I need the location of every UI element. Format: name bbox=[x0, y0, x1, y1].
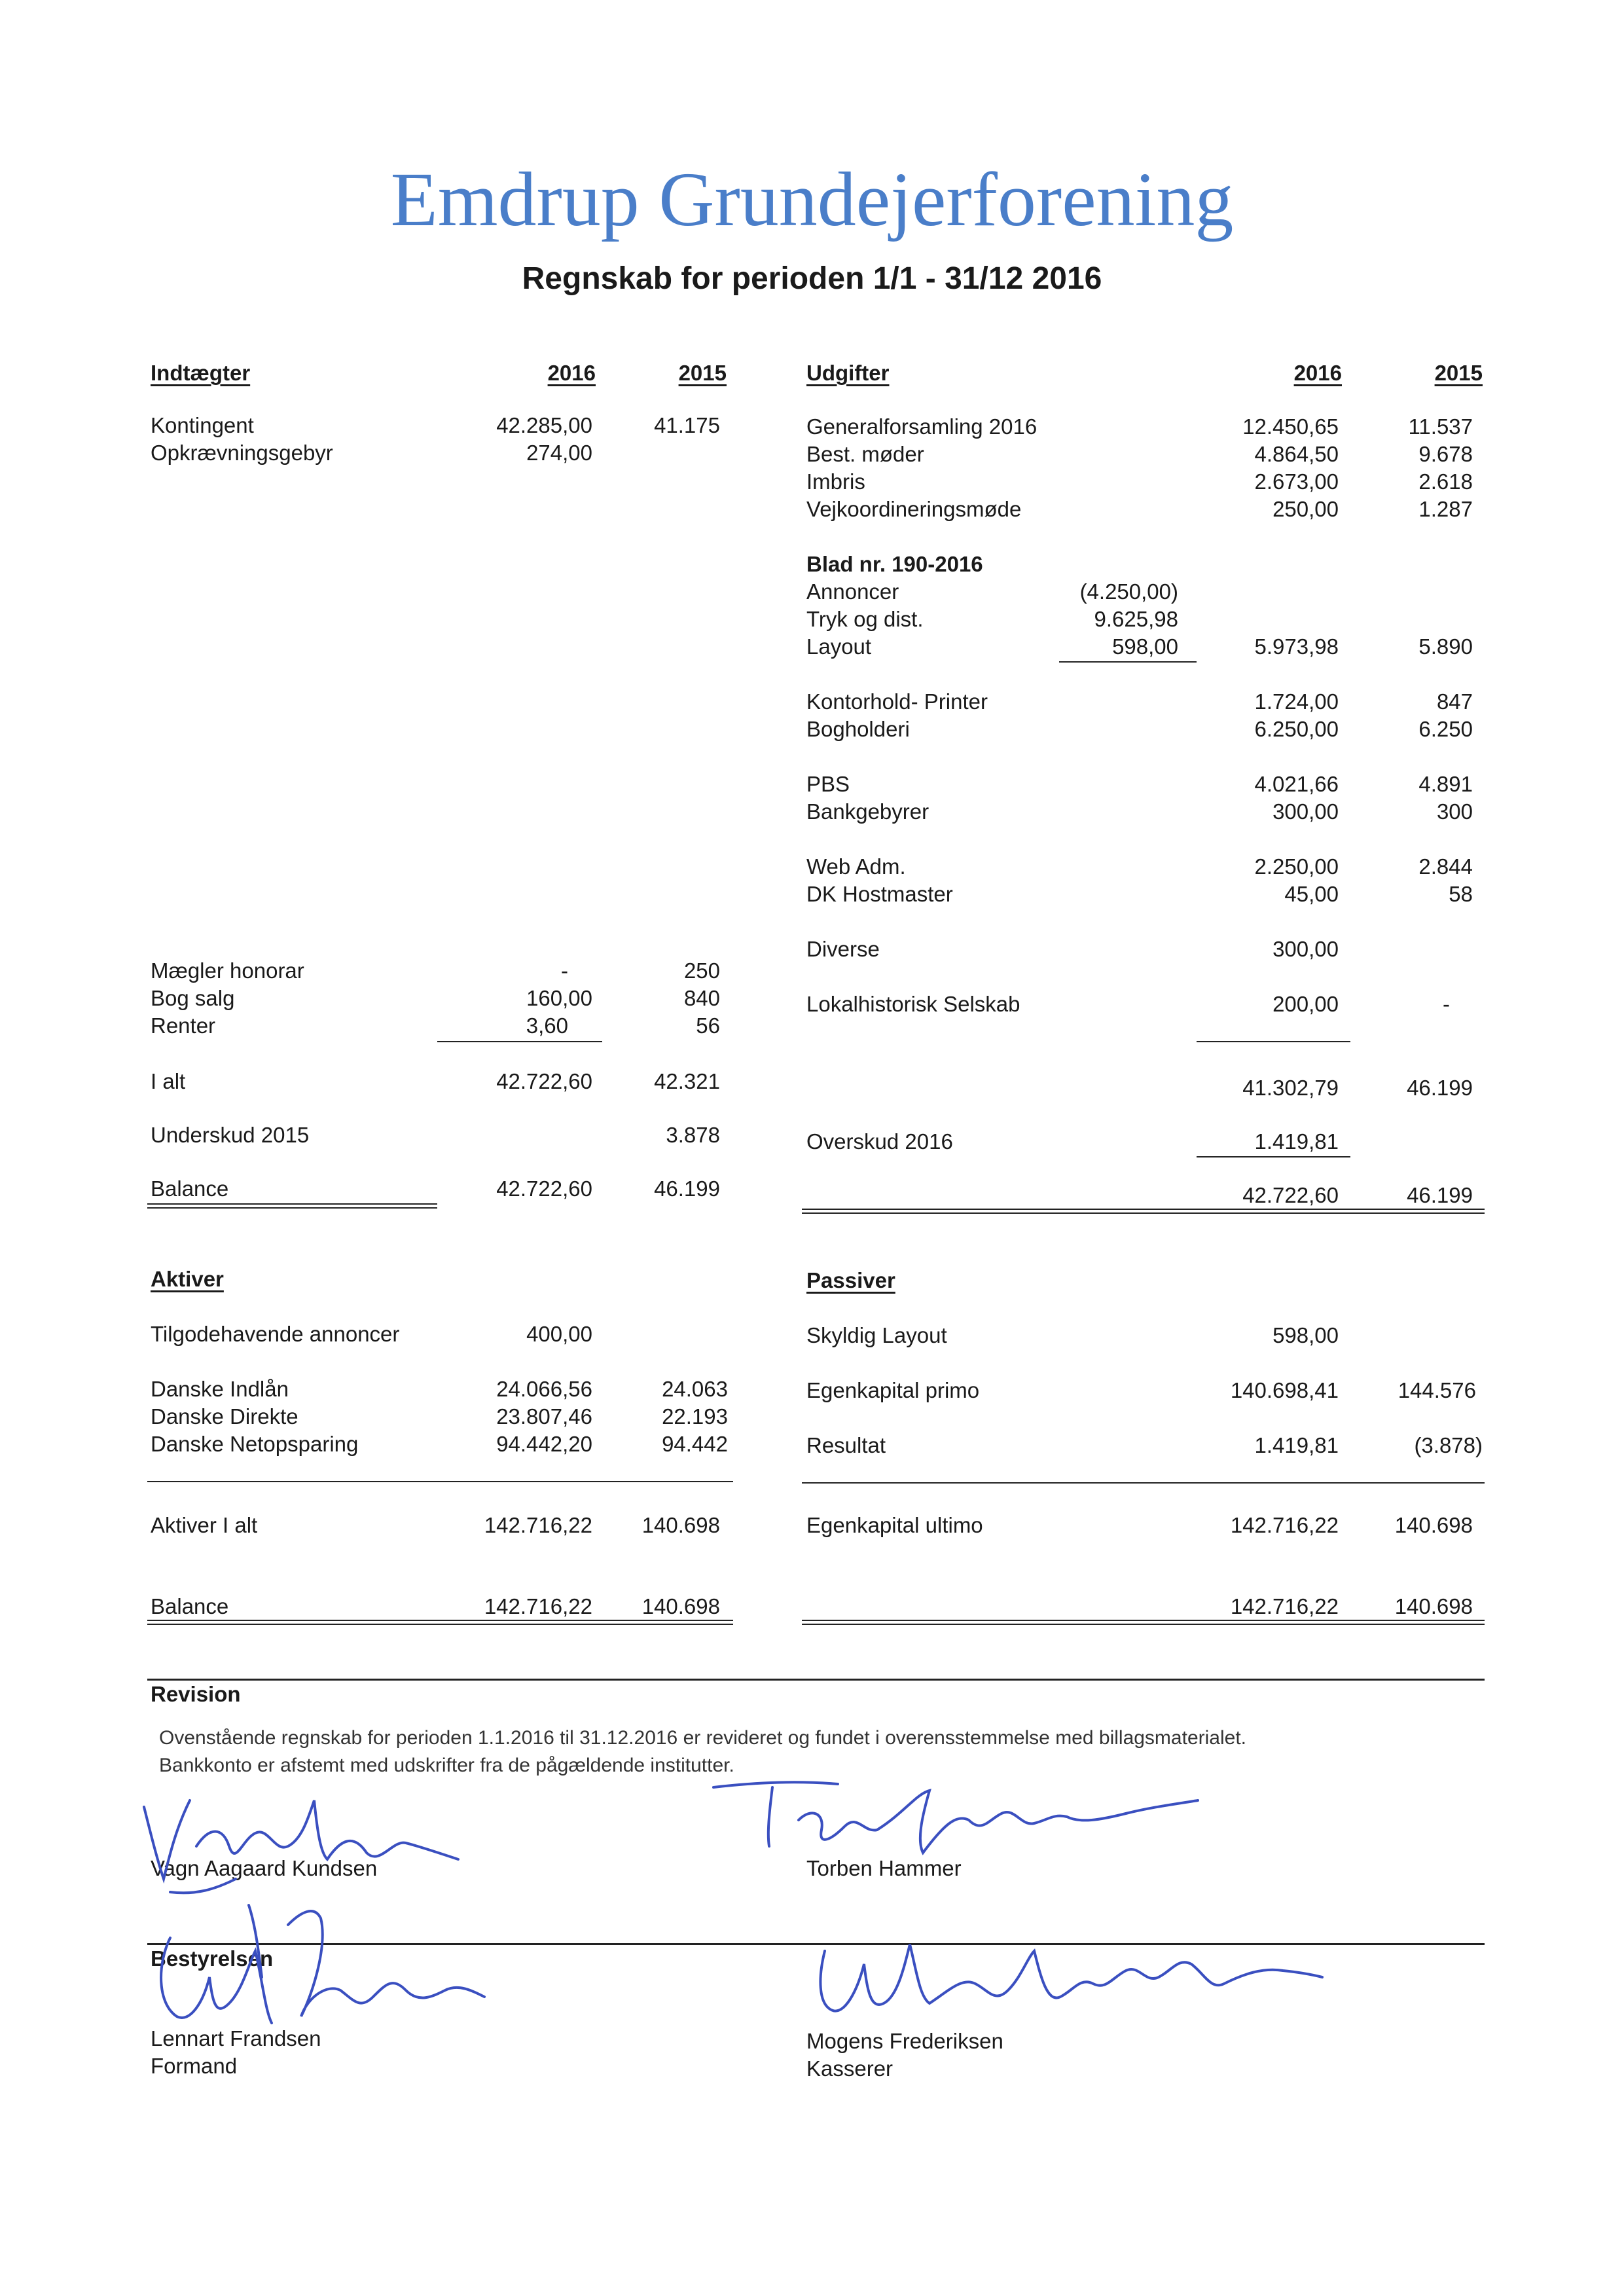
income-col-2015: 2015 bbox=[678, 361, 727, 385]
expense-value-2015: 58 bbox=[1449, 882, 1473, 906]
income-balance-2016: 42.722,60 bbox=[496, 1176, 592, 1201]
income-value-2016: 3,60 bbox=[526, 1013, 568, 1038]
signature-torben-hammer bbox=[707, 1768, 1204, 1872]
liability-label: Egenkapital primo bbox=[806, 1378, 980, 1402]
income-balance-2015: 46.199 bbox=[654, 1176, 720, 1201]
asset-value-2015: 22.193 bbox=[662, 1404, 728, 1429]
liabilities-balance-2016: 142.716,22 bbox=[1230, 1594, 1339, 1618]
asset-label: Danske Netopsparing bbox=[151, 1432, 359, 1456]
expense-value-2016: 2.673,00 bbox=[1254, 469, 1339, 494]
board-member2-role: Kasserer bbox=[806, 2056, 893, 2081]
signature-mogens-frederiksen bbox=[805, 1912, 1329, 2030]
expense-balance-2016: 42.722,60 bbox=[1242, 1183, 1339, 1207]
blad-item-value: 9.625,98 bbox=[1094, 607, 1178, 631]
assets-total-2015: 140.698 bbox=[641, 1513, 720, 1537]
surplus-2016: 1.419,81 bbox=[1254, 1129, 1339, 1154]
expense-value-2016: 45,00 bbox=[1284, 882, 1339, 906]
income-label: Opkrævningsgebyr bbox=[151, 441, 333, 465]
asset-label: Danske Indlån bbox=[151, 1377, 289, 1401]
liability-value-2015: 144.576 bbox=[1398, 1378, 1476, 1402]
document-subtitle: Regnskab for perioden 1/1 - 31/12 2016 bbox=[522, 261, 1102, 296]
expense-total-2015: 46.199 bbox=[1407, 1076, 1473, 1100]
assets-balance-label: Balance bbox=[151, 1594, 229, 1618]
expense-label: Imbris bbox=[806, 469, 865, 494]
expense-label: Generalforsamling 2016 bbox=[806, 414, 1038, 439]
expense-label: Vejkoordineringsmøde bbox=[806, 497, 1022, 521]
surplus-rule bbox=[1197, 1156, 1350, 1157]
expense-value-2015: 4.891 bbox=[1418, 772, 1473, 796]
assets-heading: Aktiver bbox=[151, 1267, 224, 1291]
expense-label: Bankgebyrer bbox=[806, 799, 929, 824]
revision-rule bbox=[147, 1679, 1485, 1681]
income-col-2016: 2016 bbox=[547, 361, 596, 385]
expense-value-2016: 12.450,65 bbox=[1242, 414, 1339, 439]
income-value-2015: 840 bbox=[683, 986, 720, 1010]
asset-value-2015: 94.442 bbox=[662, 1432, 728, 1456]
expense-value-2016: 4.021,66 bbox=[1254, 772, 1339, 796]
expense-value-2016: 250,00 bbox=[1272, 497, 1339, 521]
blad-heading: Blad nr. 190-2016 bbox=[806, 552, 983, 576]
blad-item-value: (4.250,00) bbox=[1079, 579, 1178, 604]
assets-balance-2016: 142.716,22 bbox=[484, 1594, 592, 1618]
liability-value-2016: 598,00 bbox=[1272, 1323, 1339, 1347]
expense-value-2015: 2.618 bbox=[1418, 469, 1473, 494]
expense-value-2015: 6.250 bbox=[1418, 717, 1473, 741]
auditor2-name: Torben Hammer bbox=[806, 1856, 962, 1880]
expense-label: Diverse bbox=[806, 937, 880, 961]
expense-label: Kontorhold- Printer bbox=[806, 689, 988, 714]
expense-subtotal-rule bbox=[1197, 1041, 1350, 1042]
liability-label: Skyldig Layout bbox=[806, 1323, 947, 1347]
blad-item-label: Annoncer bbox=[806, 579, 899, 604]
blad-item-label: Layout bbox=[806, 634, 872, 659]
expense-value-2015: 11.537 bbox=[1408, 414, 1473, 439]
expense-value-2016: 4.864,50 bbox=[1254, 442, 1339, 466]
expenses-col-2015: 2015 bbox=[1434, 361, 1483, 385]
blad-item-value: 598,00 bbox=[1112, 634, 1178, 659]
liability-label: Resultat bbox=[806, 1433, 886, 1457]
expense-total-2016: 41.302,79 bbox=[1242, 1076, 1339, 1100]
revision-text-line2: Bankkonto er afstemt med udskrifter fra de pågældende institutter. bbox=[159, 1755, 734, 1776]
liability-value-2015: (3.878) bbox=[1414, 1433, 1483, 1457]
expenses-col-2016: 2016 bbox=[1293, 361, 1342, 385]
expense-value-2016: 300,00 bbox=[1272, 937, 1339, 961]
expense-label: Best. møder bbox=[806, 442, 924, 466]
income-balance-label: Balance bbox=[151, 1176, 229, 1201]
revision-text-line1: Ovenstående regnskab for perioden 1.1.2016 til 31.12.2016 er revideret og fundet i overensstemmelse med billagsmaterialet. bbox=[159, 1727, 1246, 1749]
income-total-2015: 42.321 bbox=[654, 1069, 720, 1093]
income-total-2016: 42.722,60 bbox=[496, 1069, 592, 1093]
expense-value-2015: 847 bbox=[1436, 689, 1473, 714]
blad-item-label: Tryk og dist. bbox=[806, 607, 924, 631]
expense-value-2016: 2.250,00 bbox=[1254, 854, 1339, 879]
expense-value-2016: 300,00 bbox=[1272, 799, 1339, 824]
expense-label: PBS bbox=[806, 772, 850, 796]
blad-subtotal-rule bbox=[1059, 661, 1197, 663]
assets-balance-double-rule bbox=[147, 1620, 733, 1625]
expense-value-2015: 2.844 bbox=[1418, 854, 1473, 879]
document-title: Emdrup Grundejerforening bbox=[390, 156, 1234, 242]
assets-balance-2015: 140.698 bbox=[641, 1594, 720, 1618]
liabilities-total-label: Egenkapital ultimo bbox=[806, 1513, 983, 1537]
expense-value-2016: 1.724,00 bbox=[1254, 689, 1339, 714]
expense-label: Bogholderi bbox=[806, 717, 910, 741]
expense-value-2015: - bbox=[1443, 992, 1450, 1016]
income-heading: Indtægter bbox=[151, 361, 251, 385]
income-total-label: I alt bbox=[151, 1069, 186, 1093]
expense-value-2015: 9.678 bbox=[1418, 442, 1473, 466]
expense-balance-2015: 46.199 bbox=[1407, 1183, 1473, 1207]
income-label: Mægler honorar bbox=[151, 958, 304, 983]
surplus-label: Overskud 2016 bbox=[806, 1129, 953, 1154]
asset-value-2016: 23.807,46 bbox=[496, 1404, 592, 1429]
board-heading: Bestyrelsen bbox=[151, 1946, 274, 1971]
deficit-label: Underskud 2015 bbox=[151, 1123, 310, 1147]
liabilities-total-2016: 142.716,22 bbox=[1230, 1513, 1339, 1537]
expense-label: Lokalhistorisk Selskab bbox=[806, 992, 1020, 1016]
income-value-2016: 274,00 bbox=[526, 441, 592, 465]
income-label: Renter bbox=[151, 1013, 216, 1038]
asset-label: Danske Direkte bbox=[151, 1404, 298, 1429]
asset-value-2016: 94.442,20 bbox=[496, 1432, 592, 1456]
assets-subtotal-rule bbox=[147, 1481, 733, 1482]
asset-value-2016: 24.066,56 bbox=[496, 1377, 592, 1401]
asset-value-2016: 400,00 bbox=[526, 1322, 592, 1346]
expenses-heading: Udgifter bbox=[806, 361, 890, 385]
income-value-2016: - bbox=[561, 958, 568, 983]
expense-balance-double-rule bbox=[802, 1209, 1485, 1214]
board-member2-name: Mogens Frederiksen bbox=[806, 2029, 1003, 2053]
signature-lennart-frandsen bbox=[131, 1886, 497, 2056]
income-subtotal-rule bbox=[437, 1041, 602, 1042]
expense-label: DK Hostmaster bbox=[806, 882, 953, 906]
income-label: Kontingent bbox=[151, 413, 254, 437]
income-value-2016: 160,00 bbox=[526, 986, 592, 1010]
board-member1-name: Lennart Frandsen bbox=[151, 2026, 321, 2050]
blad-total-2016: 5.973,98 bbox=[1254, 634, 1339, 659]
deficit-2015: 3.878 bbox=[666, 1123, 720, 1147]
liabilities-heading: Passiver bbox=[806, 1268, 895, 1292]
expense-value-2015: 300 bbox=[1436, 799, 1473, 824]
revision-heading: Revision bbox=[151, 1682, 241, 1706]
blad-total-2015: 5.890 bbox=[1418, 634, 1473, 659]
income-balance-double-rule bbox=[147, 1203, 437, 1209]
assets-total-label: Aktiver I alt bbox=[151, 1513, 258, 1537]
income-label: Bog salg bbox=[151, 986, 235, 1010]
liabilities-total-2015: 140.698 bbox=[1394, 1513, 1473, 1537]
auditor1-name: Vagn Aagaard Kundsen bbox=[151, 1856, 378, 1880]
asset-value-2015: 24.063 bbox=[662, 1377, 728, 1401]
income-value-2015: 250 bbox=[683, 958, 720, 983]
asset-label: Tilgodehavende annoncer bbox=[151, 1322, 400, 1346]
expense-label: Web Adm. bbox=[806, 854, 906, 879]
liabilities-subtotal-rule bbox=[802, 1482, 1485, 1484]
income-value-2016: 42.285,00 bbox=[496, 413, 592, 437]
assets-total-2016: 142.716,22 bbox=[484, 1513, 592, 1537]
expense-value-2016: 200,00 bbox=[1272, 992, 1339, 1016]
board-member1-role: Formand bbox=[151, 2054, 238, 2078]
liability-value-2016: 1.419,81 bbox=[1254, 1433, 1339, 1457]
expense-value-2015: 1.287 bbox=[1418, 497, 1473, 521]
expense-value-2016: 6.250,00 bbox=[1254, 717, 1339, 741]
liabilities-balance-double-rule bbox=[802, 1620, 1485, 1625]
income-value-2015: 56 bbox=[696, 1013, 720, 1038]
liability-value-2016: 140.698,41 bbox=[1230, 1378, 1339, 1402]
income-value-2015: 41.175 bbox=[654, 413, 720, 437]
liabilities-balance-2015: 140.698 bbox=[1394, 1594, 1473, 1618]
